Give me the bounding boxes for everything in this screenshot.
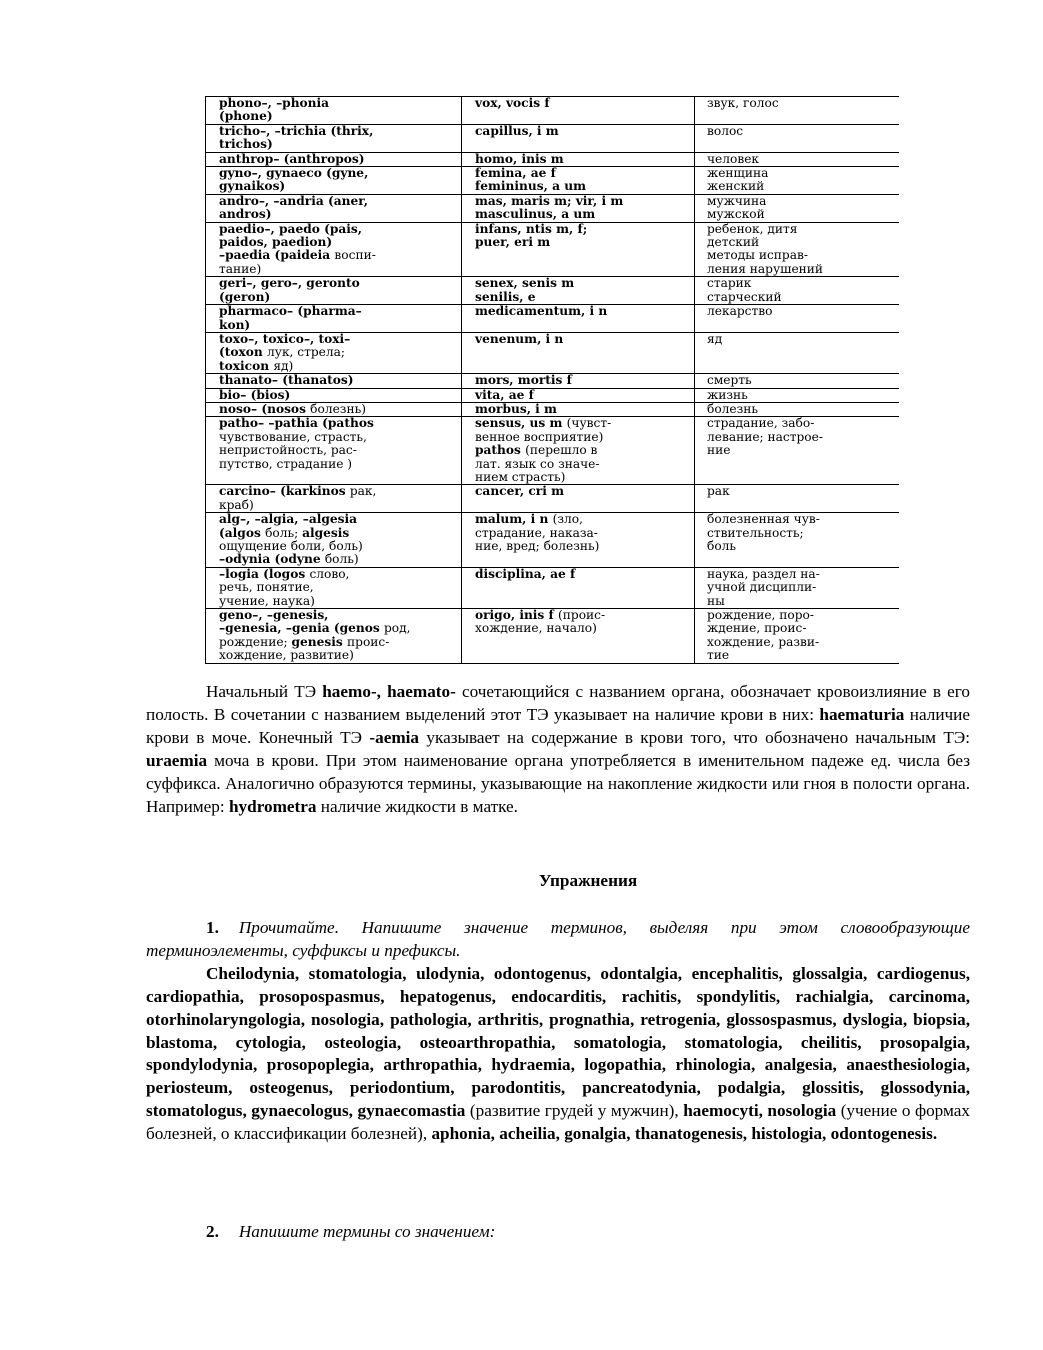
cell-text: яд)	[273, 358, 294, 373]
term-element-cell	[206, 485, 462, 513]
table-row	[206, 222, 899, 277]
cell-text: senex, senis m	[475, 276, 575, 291]
terms-run: haemocyti, nosologia	[683, 1101, 837, 1121]
table-row	[206, 167, 899, 195]
cell-text: andro–, –andria (aner,	[219, 193, 369, 208]
cell-text: воспи-	[334, 248, 376, 263]
table-row	[206, 417, 899, 485]
cell-text: mas, maris m; vir, i m	[475, 193, 624, 208]
cell-text: тие	[707, 648, 730, 663]
cell-text: (чувст-	[566, 416, 612, 431]
paragraph-run: haemo-, haemato-	[322, 682, 456, 701]
cell-text: (проис-	[558, 608, 606, 623]
term-element-cell	[206, 402, 462, 416]
meaning-cell	[695, 388, 899, 402]
cell-text: vita, ae f	[475, 387, 534, 402]
cell-text: речь, понятие,	[219, 580, 314, 595]
meaning-cell	[695, 374, 899, 388]
cell-text: яд	[707, 331, 723, 346]
explanation-paragraph	[146, 681, 970, 818]
meaning-cell	[695, 124, 899, 152]
cell-text: pharmaco– (pharma–	[219, 304, 362, 319]
cell-text: senilis, e	[475, 289, 536, 304]
paragraph-text	[146, 682, 970, 816]
term-element-cell	[206, 388, 462, 402]
latin-word-cell	[462, 332, 695, 373]
table-row	[206, 305, 899, 333]
cell-text: венное восприятие)	[475, 429, 604, 444]
table-row	[206, 374, 899, 388]
latin-word-cell	[462, 567, 695, 608]
cell-text: ние	[707, 443, 731, 458]
table-row	[206, 485, 899, 513]
cell-text: pathos	[475, 443, 526, 458]
term-element-cell	[206, 152, 462, 166]
cell-text: toxicon	[219, 358, 274, 373]
cell-text: ние, вред; болезнь)	[475, 539, 600, 553]
cell-text: toxo–, toxico–, toxi–	[219, 331, 351, 346]
term-element-cell	[206, 97, 462, 125]
cell-text: masculinus, a um	[475, 207, 596, 222]
cell-text: женский	[707, 179, 765, 194]
cell-text: –odynia (odyne	[219, 552, 325, 567]
cell-text: боль)	[324, 552, 359, 567]
paragraph-indent	[146, 682, 206, 701]
term-element-cell	[206, 124, 462, 152]
cell-text: –genesia, –genia (genos	[219, 621, 384, 636]
cell-text: проис-	[347, 634, 390, 649]
table-row	[206, 402, 899, 416]
latin-word-cell	[462, 194, 695, 222]
cell-text: gyno–, gynaeco (gyne,	[219, 166, 369, 181]
exercise-2-number: 2.	[206, 1222, 219, 1241]
term-element-cell	[206, 305, 462, 333]
cell-text: gynaikos)	[219, 179, 286, 194]
table-row	[206, 277, 899, 305]
term-element-cell	[206, 222, 462, 277]
cell-text: venenum, i n	[475, 331, 564, 346]
meaning-cell	[695, 567, 899, 608]
cell-text: слово,	[309, 566, 350, 581]
cell-text: методы исправ-	[707, 248, 808, 263]
cell-text: ления нарушений	[707, 261, 824, 276]
cell-text: чувствование, страсть,	[219, 429, 367, 444]
table-body	[206, 97, 899, 664]
cell-text: лук, стрела;	[267, 345, 346, 360]
cell-text: homo, inis m	[475, 151, 564, 166]
cell-text: femina, ae f	[475, 166, 556, 181]
cell-text: andros)	[219, 207, 272, 222]
paragraph-run: Начальный ТЭ	[206, 682, 323, 701]
meaning-cell	[695, 417, 899, 485]
cell-text: старческий	[707, 289, 782, 304]
exercise-2-instruction: Напишите термины со значением:	[238, 1222, 496, 1241]
cell-text: –logia (logos	[219, 566, 310, 581]
cell-text: carcino– (karkinos	[219, 484, 350, 499]
cell-text: мужской	[707, 207, 765, 222]
cell-text: хождение, начало)	[475, 621, 597, 636]
latin-word-cell	[462, 152, 695, 166]
cell-text: учение, наука)	[219, 593, 315, 608]
cell-text: malum, i n	[475, 512, 553, 527]
cell-text: страдание, забо-	[707, 416, 815, 431]
table-row	[206, 152, 899, 166]
cell-text: tricho–, –trichia (thrix,	[219, 123, 374, 138]
cell-text: phono–, –phonia	[219, 96, 330, 110]
exercise-1	[146, 917, 970, 1146]
term-element-cell	[206, 194, 462, 222]
paragraph-run: haematuria	[819, 704, 905, 724]
latin-word-cell	[462, 417, 695, 485]
cell-text: infans, ntis m, f;	[475, 221, 588, 236]
cell-text: болезненная чув-	[707, 512, 820, 527]
cell-text: рождение, поро-	[707, 608, 814, 623]
cell-text: болезнь	[707, 401, 759, 416]
cell-text: geno–, –genesis,	[219, 608, 329, 623]
latin-word-cell	[462, 97, 695, 125]
paragraph-run: hydrometra	[228, 796, 317, 816]
cell-text: тание)	[219, 261, 262, 276]
cell-text: noso– (nosos	[219, 401, 311, 416]
latin-word-cell	[462, 513, 695, 568]
table-row	[206, 567, 899, 608]
paragraph-run: моча в крови. При этом наименование органа употребляется в именительном падеже ед. числа без суффикса. Аналогично образуются термины, указывающие на накопление жидкости или гноя в полости органа. Например:	[146, 750, 970, 816]
exercise-2	[206, 1221, 806, 1244]
meaning-cell	[695, 513, 899, 568]
meaning-cell	[695, 97, 899, 125]
cell-text: левание; настрое-	[707, 429, 823, 444]
meaning-cell	[695, 332, 899, 373]
meaning-cell	[695, 402, 899, 416]
meaning-cell	[695, 194, 899, 222]
latin-word-cell	[462, 167, 695, 195]
terms-run: (развитие грудей у мужчин),	[465, 1101, 684, 1121]
paragraph-run: uraemia	[146, 750, 208, 770]
term-element-cell	[206, 167, 462, 195]
terms-run: Cheilodynia, stomatologia, ulodynia, odontogenus, odontalgia, encephalitis, glossalgia, cardiogenus, cardiopathia, prosopospasmus, hepatogenus, endocarditis, rachitis, spondylitis, rachialgia, carcinoma, otorhinolaryngologia, nosologia, pathologia, arthritis, prognathia, retrogenia, glossospasmus, dyslogia, biopsia, blastoma, cytologia, osteologia, osteoarthropathia, somatologia, stomatologia, cheilitis, prosopalgia, spondylodynia, prosopoplegia, arthropathia, hydraemia, logopathia, rhinologia, analgesia, anaesthesiologia, periosteum, osteogenus, periodontium, parodontitis, pancreatodynia, podalgia, glossitis, glossodynia, stomatologus, gynaecologus, gynaecomastia	[146, 963, 970, 1121]
term-element-cell	[206, 567, 462, 608]
cell-text: patho– –pathia (pathos	[219, 416, 374, 431]
cell-text: trichos)	[219, 137, 273, 152]
cell-text: путство, страдание )	[219, 456, 353, 471]
meaning-cell	[695, 152, 899, 166]
exercise-1-instruction: Прочитайте. Напишите значение терминов, выделяя при этом словообразующие терминоэлементы, суффиксы и префиксы.	[146, 918, 970, 960]
meaning-cell	[695, 277, 899, 305]
cell-text: болезнь)	[310, 401, 366, 416]
cell-text: cancer, cri m	[475, 484, 564, 499]
meaning-cell	[695, 167, 899, 195]
cell-text: sensus, us m	[475, 416, 567, 431]
cell-text: (phone)	[219, 109, 273, 124]
meaning-cell	[695, 485, 899, 513]
cell-text: algesis	[302, 525, 350, 540]
cell-text: puer, eri m	[475, 235, 551, 250]
term-element-cell	[206, 277, 462, 305]
cell-text: рак	[707, 484, 730, 499]
terms-run: (учение о формах болезней, о классификации болезней),	[146, 1101, 970, 1144]
paragraph-run: наличие крови в моче. Конечный ТЭ	[146, 704, 970, 747]
cell-text: женщина	[707, 166, 769, 181]
latin-word-cell	[462, 124, 695, 152]
cell-text: ны	[707, 593, 725, 608]
cell-text: ощущение боли, боль)	[219, 539, 363, 553]
terms-run: aphonia, acheilia, gonalgia, thanatogenesis, histologia, odontogenesis.	[431, 1124, 938, 1144]
cell-text: anthrop– (anthropos)	[219, 151, 365, 166]
paragraph-run: сочетающийся с названием органа, обозначает кровоизлияние в его полость. В сочетании с названием выделений этот ТЭ указывает на наличие крови в них:	[146, 682, 970, 724]
cell-text: учной дисципли-	[707, 580, 817, 595]
paragraph-run: наличие жидкости в матке.	[316, 796, 518, 816]
cell-text: рождение;	[219, 634, 292, 649]
paragraph-run: -aemia	[369, 727, 420, 747]
table-row	[206, 97, 899, 125]
latin-word-cell	[462, 485, 695, 513]
cell-text: (перешло в	[525, 443, 598, 458]
meaning-cell	[695, 222, 899, 277]
cell-text: боль;	[265, 525, 303, 540]
table-row	[206, 124, 899, 152]
term-element-cell	[206, 513, 462, 568]
cell-text: genesis	[291, 634, 348, 649]
cell-text: смерть	[707, 373, 752, 388]
cell-text: origo, inis f	[475, 608, 559, 623]
cell-text: vox, vocis f	[475, 96, 550, 110]
cell-text: ждение, проис-	[707, 621, 807, 636]
cell-text: волос	[707, 123, 744, 138]
cell-text: (toxon	[219, 345, 268, 360]
table-row	[206, 194, 899, 222]
cell-text: alg–, –algia, –algesia	[219, 512, 358, 527]
cell-text: mors, mortis f	[475, 373, 572, 388]
cell-text: geri–, gero–, geronto	[219, 276, 360, 291]
cell-text: наука, раздел на-	[707, 566, 820, 581]
section-heading: Упражнения	[538, 871, 638, 890]
cell-text: нием страсть)	[475, 469, 566, 484]
cell-text: мужчина	[707, 193, 767, 208]
cell-text: (algos	[219, 525, 266, 540]
cell-text: bio– (bios)	[219, 387, 291, 402]
latin-word-cell	[462, 222, 695, 277]
cell-text: (geron)	[219, 289, 271, 304]
latin-word-cell	[462, 374, 695, 388]
cell-text: детский	[707, 235, 760, 250]
exercise-1-number: 1.	[206, 918, 219, 937]
cell-text: paedio–, paedo (pais,	[219, 221, 363, 236]
paragraph-run: указывает на содержание в крови того, что обозначено начальным ТЭ:	[419, 727, 970, 747]
table-row	[206, 609, 899, 664]
cell-text: disciplina, ae f	[475, 566, 576, 581]
cell-text: род,	[384, 621, 411, 636]
cell-text: (зло,	[552, 512, 584, 527]
cell-text: человек	[707, 151, 760, 166]
table-row	[206, 332, 899, 373]
cell-text: ребенок, дитя	[707, 221, 798, 236]
term-element-cell	[206, 332, 462, 373]
cell-text: morbus, i m	[475, 401, 557, 416]
latin-word-cell	[462, 305, 695, 333]
cell-text: хождение, разви-	[707, 634, 820, 649]
cell-text: thanato– (thanatos)	[219, 373, 354, 388]
term-element-cell	[206, 417, 462, 485]
term-element-cell	[206, 374, 462, 388]
meaning-cell	[695, 609, 899, 664]
latin-word-cell	[462, 277, 695, 305]
cell-text: –paedia (paideia	[219, 248, 335, 263]
cell-text: medicamentum, i n	[475, 304, 608, 319]
cell-text: звук, голос	[707, 96, 779, 110]
latin-word-cell	[462, 388, 695, 402]
cell-text: старик	[707, 276, 752, 291]
exercise-1-terms	[146, 964, 970, 1143]
cell-text: kon)	[219, 317, 251, 332]
cell-text: рак,	[349, 484, 377, 499]
latin-word-cell	[462, 609, 695, 664]
cell-text: femininus, a um	[475, 179, 586, 194]
cell-text: ствительность;	[707, 525, 804, 540]
cell-text: боль	[707, 539, 737, 553]
latin-word-cell	[462, 402, 695, 416]
cell-text: capillus, i m	[475, 123, 559, 138]
cell-text: paidos, paedion)	[219, 235, 333, 250]
meaning-cell	[695, 305, 899, 333]
cell-text: лекарство	[707, 304, 773, 319]
cell-text: лат. язык со значе-	[475, 456, 600, 471]
cell-text: страдание, наказа-	[475, 525, 598, 540]
cell-text: краб)	[219, 497, 254, 512]
term-elements-table	[205, 96, 899, 664]
term-element-cell	[206, 609, 462, 664]
cell-text: непристойность, рас-	[219, 443, 357, 458]
cell-text: жизнь	[707, 387, 748, 402]
cell-text: хождение, развитие)	[219, 648, 354, 663]
table-row	[206, 513, 899, 568]
table-row	[206, 388, 899, 402]
